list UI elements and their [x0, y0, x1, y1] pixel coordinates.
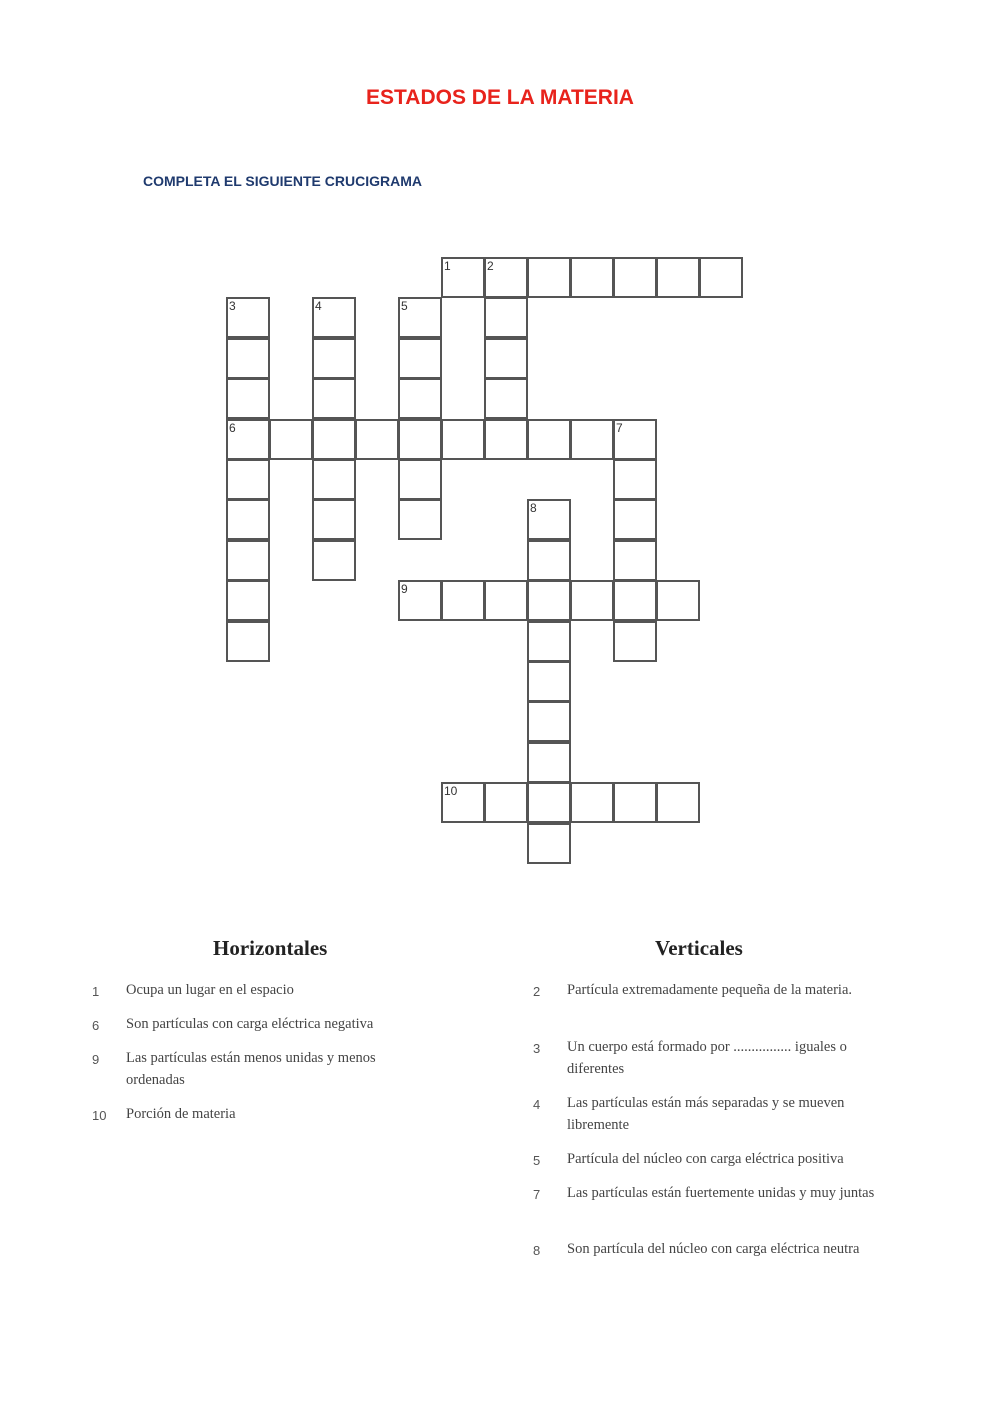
crossword-cell[interactable] — [527, 540, 571, 581]
clue-number: 5 — [533, 1153, 541, 1168]
crossword-cell[interactable] — [484, 297, 528, 338]
clue-number: 4 — [315, 299, 322, 314]
crossword-cell[interactable] — [613, 499, 657, 540]
crossword-cell[interactable] — [484, 338, 528, 379]
crossword-cell[interactable] — [398, 459, 442, 500]
crossword-cell[interactable] — [527, 742, 571, 783]
crossword-cell[interactable] — [570, 580, 614, 621]
crossword-cell[interactable] — [398, 419, 442, 460]
crossword-cell[interactable] — [441, 419, 485, 460]
clue-text: Son partícula del núcleo con carga eléctrica neutra — [567, 1241, 860, 1257]
horizontales-heading: Horizontales — [213, 936, 328, 960]
clue-number: 9 — [92, 1052, 100, 1067]
clue-number: 7 — [533, 1187, 541, 1202]
crossword-cell[interactable] — [527, 782, 571, 823]
clue-number: 9 — [401, 582, 408, 597]
clue-text: Las partículas están fuertemente unidas y muy juntas — [567, 1185, 875, 1201]
crossword-cell[interactable] — [398, 499, 442, 540]
crossword-cell[interactable] — [355, 419, 399, 460]
crossword-cell[interactable] — [312, 459, 356, 500]
page-title: ESTADOS DE LA MATERIA — [366, 86, 634, 109]
clue-text: Partícula extremadamente pequeña de la materia. — [567, 982, 853, 998]
clue-number: 4 — [533, 1097, 541, 1112]
crossword-cell[interactable] — [570, 419, 614, 460]
crossword-cell[interactable] — [226, 378, 270, 419]
clue-number: 7 — [616, 420, 623, 435]
crossword-cell[interactable] — [226, 580, 270, 621]
crossword-cell[interactable] — [613, 580, 657, 621]
clue-number: 3 — [533, 1041, 541, 1056]
crossword-cell[interactable] — [656, 257, 700, 298]
verticales-heading: Verticales — [655, 936, 743, 960]
crossword-cell[interactable] — [527, 419, 571, 460]
crossword-cell[interactable] — [527, 823, 571, 864]
crossword-cell[interactable] — [226, 459, 270, 500]
crossword-cell[interactable] — [398, 338, 442, 379]
clue-text: Partícula del núcleo con carga eléctrica positiva — [567, 1151, 844, 1167]
clue-number: 10 — [444, 784, 458, 799]
crossword-cell[interactable] — [527, 701, 571, 742]
crossword-cell[interactable] — [312, 540, 356, 581]
clue-number: 8 — [533, 1243, 541, 1258]
crossword-cell[interactable] — [613, 459, 657, 500]
crossword-cell[interactable] — [527, 661, 571, 702]
crossword-cell[interactable] — [613, 419, 657, 460]
crossword-cell[interactable] — [441, 782, 485, 823]
crossword-cell[interactable] — [226, 621, 270, 662]
crossword-cell[interactable] — [398, 297, 442, 338]
crossword-cell[interactable] — [441, 257, 485, 298]
clue-text: Ocupa un lugar en el espacio — [126, 982, 294, 998]
clue-number: 1 — [92, 984, 100, 999]
clue-number: 10 — [92, 1108, 107, 1123]
crossword-cell[interactable] — [398, 378, 442, 419]
crossword-cell[interactable] — [226, 540, 270, 581]
crossword-cell[interactable] — [527, 621, 571, 662]
clue-number: 6 — [92, 1018, 100, 1033]
crossword-cell[interactable] — [527, 499, 571, 540]
crossword-cell[interactable] — [312, 499, 356, 540]
crossword-cell[interactable] — [484, 419, 528, 460]
clue-text: Porción de materia — [126, 1106, 236, 1122]
clue-text: Un cuerpo está formado por ................ iguales o diferentes — [567, 1039, 847, 1077]
crossword-cell[interactable] — [656, 580, 700, 621]
clue-number: 2 — [487, 259, 494, 273]
crossword-cell[interactable] — [527, 257, 571, 298]
crossword-cell[interactable] — [269, 419, 313, 460]
crossword-cell[interactable] — [441, 580, 485, 621]
crossword-cell[interactable] — [484, 782, 528, 823]
crossword-cell[interactable] — [312, 338, 356, 379]
crossword-cell[interactable] — [613, 621, 657, 662]
crossword-cell[interactable] — [226, 499, 270, 540]
crossword-cell[interactable] — [226, 297, 270, 338]
crossword-cell[interactable] — [312, 378, 356, 419]
clue-number: 5 — [401, 299, 408, 314]
crossword-cell[interactable] — [312, 419, 356, 460]
clue-number: 6 — [229, 420, 236, 435]
clue-number: 1 — [444, 259, 451, 273]
crossword-cell[interactable] — [398, 580, 442, 621]
crossword-cell[interactable] — [527, 580, 571, 621]
instructions: COMPLETA EL SIGUIENTE CRUCIGRAMA — [143, 173, 422, 189]
clue-number: 8 — [530, 501, 537, 516]
crossword-cell[interactable] — [613, 782, 657, 823]
clue-number: 3 — [229, 299, 236, 314]
crossword-cell[interactable] — [613, 257, 657, 298]
crossword-cell[interactable] — [226, 338, 270, 379]
crossword-cell[interactable] — [226, 419, 270, 460]
crossword-cell[interactable] — [484, 378, 528, 419]
crossword-cell[interactable] — [484, 257, 528, 298]
crossword-cell[interactable] — [484, 580, 528, 621]
crossword-cell[interactable] — [613, 540, 657, 581]
crossword-cell[interactable] — [570, 257, 614, 298]
crossword-cell[interactable] — [312, 297, 356, 338]
crossword-cell[interactable] — [570, 782, 614, 823]
clue-text: Las partículas están menos unidas y menos ordenadas — [126, 1050, 376, 1088]
clue-text: Las partículas están más separadas y se mueven libremente — [567, 1095, 845, 1133]
clue-text: Son partículas con carga eléctrica negativa — [126, 1016, 374, 1032]
crossword-cell[interactable] — [699, 257, 743, 298]
clue-number: 2 — [533, 984, 541, 999]
crossword-cell[interactable] — [656, 782, 700, 823]
